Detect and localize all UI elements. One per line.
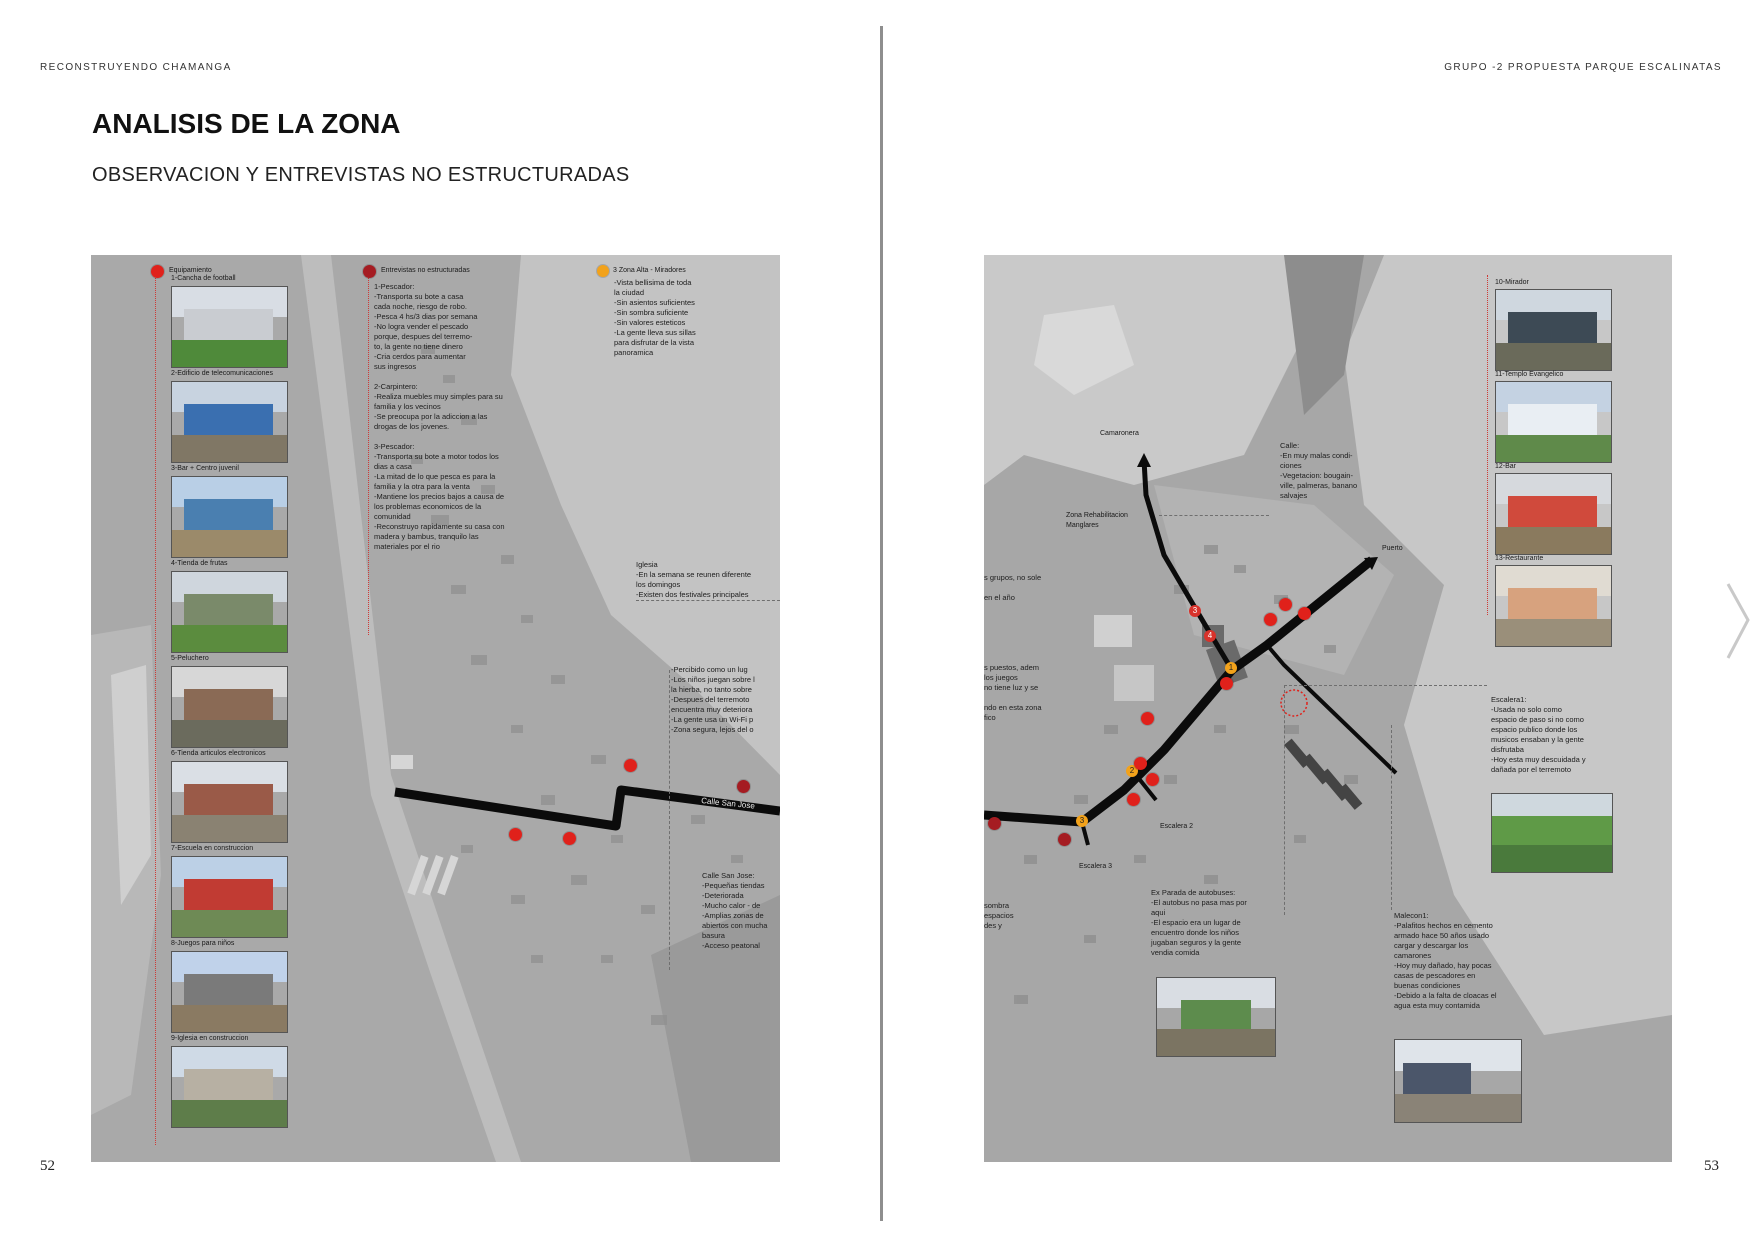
equipment-caption: 2-Edificio de telecomunicaciones bbox=[171, 370, 273, 377]
label-zona-rehabilitacion: Zona Rehabilitacion Manglares bbox=[1066, 512, 1128, 529]
map-marker bbox=[1141, 712, 1154, 725]
note-line: -Palafitos hechos en cemento bbox=[1394, 921, 1493, 930]
note-line bbox=[984, 603, 1042, 613]
note-line: basura bbox=[702, 931, 725, 940]
numbered-marker: 3 bbox=[1189, 605, 1201, 617]
note-line: encuentro donde los niños bbox=[1151, 928, 1239, 937]
note-line: salvajes bbox=[1280, 491, 1308, 500]
note-line: -Sin valores esteticos bbox=[614, 318, 686, 327]
note-line: en el año bbox=[984, 593, 1015, 602]
running-head-left: RECONSTRUYENDO CHAMANGA bbox=[40, 62, 232, 73]
equipment-photo bbox=[171, 286, 288, 368]
map-marker bbox=[1264, 613, 1277, 626]
landmark-photo bbox=[1495, 473, 1612, 555]
note-line: Ex Parada de autobuses: bbox=[1151, 888, 1236, 897]
note-line: -La gente usa un Wi-Fi p bbox=[671, 715, 754, 724]
note-line: Malecon1: bbox=[1394, 911, 1429, 920]
landmark-caption: 12-Bar bbox=[1495, 463, 1517, 470]
note-line: -Transporta su bote a motor todos los bbox=[374, 452, 499, 461]
equipment-photo bbox=[171, 761, 288, 843]
note-line: -En la semana se reunen diferente bbox=[636, 570, 752, 579]
equipment-photo bbox=[171, 666, 288, 748]
label-escalera-3: Escalera 3 bbox=[1079, 863, 1113, 870]
note-line: -Deteriorada bbox=[702, 891, 744, 900]
note-line: disfrutaba bbox=[1491, 745, 1524, 754]
street-label: Calle San Jose bbox=[700, 796, 756, 811]
note-line: jugaban seguros y la gente bbox=[1151, 938, 1242, 947]
equipment-caption: 3-Bar + Centro juvenil bbox=[171, 465, 239, 472]
note-line: Iglesia bbox=[636, 560, 658, 569]
note-line: materiales por el rio bbox=[374, 542, 440, 551]
note-line: fico bbox=[984, 713, 996, 722]
note-line bbox=[984, 643, 1042, 653]
legend-entrevistas: Entrevistas no estructuradas bbox=[381, 267, 470, 274]
equipment-caption: 7-Escuela en construccion bbox=[171, 845, 254, 852]
note-line: -Vegetacion: bougain- bbox=[1280, 471, 1353, 480]
left-fragment-notes bbox=[984, 573, 1042, 723]
note-line: -Hoy muy dañado, hay pocas bbox=[1394, 961, 1492, 970]
note-line: -Acceso peatonal bbox=[702, 941, 760, 950]
spine-divider bbox=[880, 26, 883, 1221]
note-line: los domingos bbox=[636, 580, 681, 589]
landmark-caption: 11-Templo Evangelico bbox=[1495, 371, 1564, 378]
map-marker bbox=[1146, 773, 1159, 786]
note-line: espacio publico donde los bbox=[1491, 725, 1578, 734]
note-line: para disfrutar de la vista bbox=[614, 338, 695, 347]
note-line: -Zona segura, lejos del o bbox=[671, 725, 754, 734]
equipment-caption: 1-Cancha de football bbox=[171, 275, 236, 282]
escalera1-notes bbox=[1491, 695, 1586, 775]
note-line: camarones bbox=[1394, 951, 1432, 960]
legend-zona-alta: 3 Zona Alta - Miradores bbox=[613, 267, 686, 274]
note-line: no tiene luz y se bbox=[984, 683, 1039, 692]
note-line: -Realiza muebles muy simples para su bbox=[374, 392, 503, 401]
equipment-marker-icon bbox=[151, 265, 164, 278]
note-line: 1-Pescador: bbox=[374, 282, 415, 291]
page-number-left: 52 bbox=[40, 1158, 55, 1174]
note-line: -Hoy esta muy descuidada y bbox=[1491, 755, 1586, 764]
map-marker bbox=[1279, 598, 1292, 611]
map-marker bbox=[737, 780, 750, 793]
photo-rule bbox=[1487, 275, 1489, 615]
building-footprint bbox=[1114, 665, 1154, 701]
note-line: Calle: bbox=[1280, 441, 1300, 450]
note-line: abiertos con mucha bbox=[702, 921, 768, 930]
note-line: familia y los vecinos bbox=[374, 402, 441, 411]
label-camaronera: Camaronera bbox=[1100, 430, 1139, 437]
note-line: -El autobus no pasa mas por bbox=[1151, 898, 1247, 907]
note-line: s grupos, no sole bbox=[984, 573, 1042, 582]
note-line: -Despues del terremoto bbox=[671, 695, 750, 704]
note-line: aqui bbox=[1151, 908, 1166, 917]
map-marker bbox=[1134, 757, 1147, 770]
equipment-caption: 5-Peluchero bbox=[171, 655, 209, 662]
note-line: 2-Carpintero: bbox=[374, 382, 418, 391]
note-line: -Reconstruyo rapidamente su casa con bbox=[374, 522, 505, 531]
note-line: cada noche, riesgo de robo. bbox=[374, 302, 467, 311]
note-line: armado hace 50 años usado bbox=[1394, 931, 1490, 940]
numbered-marker: 4 bbox=[1204, 630, 1216, 642]
zona-alta-notes bbox=[614, 278, 696, 358]
calle-notes bbox=[1280, 441, 1357, 501]
right-map bbox=[984, 255, 1672, 1162]
note-line: los problemas economicos de la bbox=[374, 502, 482, 511]
note-line: drogas de los jovenes. bbox=[374, 422, 450, 431]
iglesia-notes bbox=[636, 560, 751, 600]
equipment-caption: 4-Tienda de frutas bbox=[171, 560, 228, 567]
map-marker bbox=[988, 817, 1001, 830]
legend-rule bbox=[155, 275, 157, 1145]
note-line: 3-Pescador: bbox=[374, 442, 415, 451]
landmark-caption: 13-Restaurante bbox=[1495, 555, 1544, 562]
note-line bbox=[984, 693, 1042, 703]
note-line: -Pesca 4 hs/3 dias por semana bbox=[374, 312, 478, 321]
note-line bbox=[374, 372, 505, 382]
map-marker bbox=[563, 832, 576, 845]
calle-san-jose-notes bbox=[702, 871, 767, 951]
parada-notes bbox=[1151, 888, 1247, 958]
interview-notes bbox=[374, 282, 505, 552]
note-line: -La gente lleva sus sillas bbox=[614, 328, 696, 337]
note-line bbox=[984, 623, 1042, 633]
malecon-notes bbox=[1394, 911, 1497, 1011]
note-line: -Vista bellisima de toda bbox=[614, 278, 692, 287]
note-line: comunidad bbox=[374, 512, 411, 521]
map-marker bbox=[1127, 793, 1140, 806]
note-line: los juegos bbox=[984, 673, 1018, 682]
running-head-right: GRUPO -2 PROPUESTA PARQUE ESCALINATAS bbox=[1444, 62, 1722, 73]
note-line: cargar y descargar los bbox=[1394, 941, 1469, 950]
note-line: -En muy malas condi- bbox=[1280, 451, 1353, 460]
equipment-caption: 6-Tienda articulos electronicos bbox=[171, 750, 266, 757]
note-line: -Mantiene los precios bajos a causa de bbox=[374, 492, 505, 501]
note-line: -La mitad de lo que pesca es para la bbox=[374, 472, 496, 481]
note-line: -Percibido como un lug bbox=[671, 665, 748, 674]
page-number-right: 53 bbox=[1704, 1158, 1719, 1174]
equipment-photo bbox=[171, 856, 288, 938]
equipment-caption: 8-Juegos para niños bbox=[171, 940, 235, 947]
escalera1-photo bbox=[1491, 793, 1613, 873]
note-line: encuentra muy deteriora bbox=[671, 705, 753, 714]
note-line: -Amplias zonas de bbox=[702, 911, 764, 920]
note-line: dias a casa bbox=[374, 462, 412, 471]
left-bottom-fragment bbox=[984, 901, 1014, 931]
landmark-photo bbox=[1495, 289, 1612, 371]
note-line: -Mucho calor - de bbox=[702, 901, 761, 910]
map-marker bbox=[1058, 833, 1071, 846]
note-line: la ciudad bbox=[614, 288, 645, 297]
note-line: sombra bbox=[984, 901, 1010, 910]
left-map bbox=[91, 255, 780, 1162]
legend-equipamiento: Equipamiento bbox=[169, 267, 212, 274]
landmark-photo bbox=[1495, 565, 1612, 647]
note-line: madera y bambus, tranquilo las bbox=[374, 532, 479, 541]
right-page bbox=[884, 0, 1754, 1240]
interview-marker-icon bbox=[363, 265, 376, 278]
interview-rule bbox=[368, 275, 370, 635]
note-line: espacio de paso si no como bbox=[1491, 715, 1584, 724]
note-line: -El espacio era un lugar de bbox=[1151, 918, 1241, 927]
note-line: -Sin asientos suficientes bbox=[614, 298, 695, 307]
note-line: sus ingresos bbox=[374, 362, 417, 371]
note-line: -No logra vender el pescado bbox=[374, 322, 469, 331]
page-subtitle: OBSERVACION Y ENTREVISTAS NO ESTRUCTURADAS bbox=[92, 164, 630, 186]
note-line: musicos ensaban y la gente bbox=[1491, 735, 1584, 744]
note-line bbox=[984, 633, 1042, 643]
note-line: s puestos, adem bbox=[984, 663, 1040, 672]
note-line: -Pequeñas tiendas bbox=[702, 881, 765, 890]
note-line bbox=[374, 432, 505, 442]
note-line: des y bbox=[984, 921, 1002, 930]
numbered-marker: 2 bbox=[1126, 765, 1138, 777]
label-escalera-2: Escalera 2 bbox=[1160, 823, 1194, 830]
equipment-photo bbox=[171, 476, 288, 558]
map-marker bbox=[509, 828, 522, 841]
note-line: -Usada no solo como bbox=[1491, 705, 1562, 714]
note-line: Calle San Jose: bbox=[702, 871, 755, 880]
map-marker bbox=[1298, 607, 1311, 620]
note-line bbox=[984, 613, 1042, 623]
parada-photo bbox=[1156, 977, 1276, 1057]
building-footprint bbox=[1094, 615, 1132, 647]
zona-alta-marker-icon bbox=[597, 265, 609, 277]
equipment-photo bbox=[171, 951, 288, 1033]
landmark-caption: 10-Mirador bbox=[1495, 279, 1529, 286]
note-line: -Debido a la falta de cloacas el bbox=[1394, 991, 1497, 1000]
note-line: Escalera1: bbox=[1491, 695, 1527, 704]
note-line: ndo en esta zona bbox=[984, 703, 1042, 712]
note-line: -Existen dos festivales principales bbox=[636, 590, 749, 599]
note-line: casas de pescadores en bbox=[1394, 971, 1476, 980]
note-line: dañada por el terremoto bbox=[1491, 765, 1572, 774]
note-line: la hierba, no tanto sobre bbox=[671, 685, 752, 694]
next-page-chevron-icon[interactable] bbox=[1718, 580, 1754, 670]
note-line: buenas condiciones bbox=[1394, 981, 1461, 990]
equipment-caption: 9-Iglesia en construccion bbox=[171, 1035, 249, 1042]
note-line: ciones bbox=[1280, 461, 1302, 470]
note-line bbox=[984, 653, 1042, 663]
landmark-photo bbox=[1495, 381, 1612, 463]
map-marker bbox=[624, 759, 637, 772]
map-marker bbox=[1220, 677, 1233, 690]
page-title: ANALISIS DE LA ZONA bbox=[92, 108, 401, 139]
equipment-photo bbox=[171, 1046, 288, 1128]
note-line bbox=[984, 583, 1042, 593]
note-line: agua esta muy contamida bbox=[1394, 1001, 1480, 1010]
numbered-marker: 3 bbox=[1076, 815, 1088, 827]
note-line: -Cria cerdos para aumentar bbox=[374, 352, 466, 361]
note-line: espacios bbox=[984, 911, 1014, 920]
note-line: panoramica bbox=[614, 348, 654, 357]
numbered-marker: 1 bbox=[1225, 662, 1237, 674]
note-line: -Se preocupa por la adiccion a las bbox=[374, 412, 488, 421]
note-line: -Transporta su bote a casa bbox=[374, 292, 464, 301]
note-line: porque, despues del terremo- bbox=[374, 332, 473, 341]
equipment-photo bbox=[171, 571, 288, 653]
malecon-photo bbox=[1394, 1039, 1522, 1123]
note-line: ville, palmeras, banano bbox=[1280, 481, 1358, 490]
percibido-notes bbox=[671, 665, 755, 735]
label-puerto: Puerto bbox=[1382, 545, 1403, 552]
note-line: -Los niños juegan sobre l bbox=[671, 675, 755, 684]
note-line: to, la gente no tiene dinero bbox=[374, 342, 463, 351]
note-line: familia y la otra para la venta bbox=[374, 482, 470, 491]
equipment-photo bbox=[171, 381, 288, 463]
note-line: -Sin sombra suficiente bbox=[614, 308, 689, 317]
note-line: vendia comida bbox=[1151, 948, 1200, 957]
